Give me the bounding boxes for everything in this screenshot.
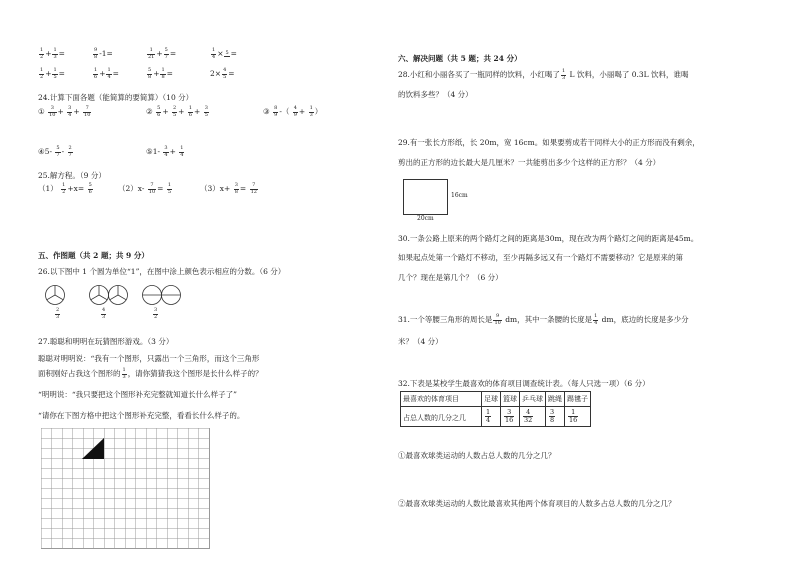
q30-line-1: 30.一条公路上原来的两个路灯之间的距离是30m，现在改为两个路灯之间的距离是45m。 [398, 234, 699, 243]
q26-fraction-1: $\frac{2}{3}$ [56, 307, 60, 320]
q30-line-3: 几个？现在是第几个？（6 分） [398, 273, 503, 282]
table-row [401, 407, 591, 427]
fraction: 5 [225, 49, 229, 56]
q27-line-1: 聪聪对明明说：“我有一个图形，只露出一个三角形，而这个三角形 [38, 354, 260, 363]
fraction: $\frac{1}{3}$ [53, 47, 57, 60]
q27-line-4: “请你在下图方格中把这个图形补充完整，看看长什么样子的。 [38, 411, 245, 420]
q32-sub-2: ②最喜欢球类运动的人数比最喜欢其他两个体育项目的人数多占总人数的几分之几？ [398, 499, 676, 508]
arith-expression: $\frac{5}{8}$ + $\frac{1}{8}$ = [148, 67, 173, 80]
fraction: $\frac{2}{7}$ [68, 145, 72, 158]
arith-expression: $\frac{1}{4}$ × 5 = [212, 47, 237, 60]
q24-problem-4: ④5- $\frac{5}{7}$ - $\frac{2}{7}$ [38, 145, 72, 158]
fraction: $\frac{5}{7}$ [164, 47, 168, 60]
black-triangle [41, 428, 209, 548]
rect-width-label: 20cm [417, 215, 434, 222]
rectangle-figure [403, 179, 448, 215]
fraction: $\frac{9}{10}$ [494, 313, 501, 326]
q26-fraction-2: $\frac{4}{3}$ [102, 307, 106, 320]
q26-fraction-3: $\frac{3}{2}$ [154, 307, 158, 320]
arith-expression: $\frac{1}{2}$ + $\frac{1}{3}$ = [40, 47, 65, 60]
q27-line-2: 面积刚好占我这个图形的 $\frac{1}{3}$ ，请你猜猜我这个图形是长什么样子的？ [38, 367, 263, 380]
table-header-cell: 篮球 [501, 392, 520, 407]
fraction: $\frac{1}{4}$ [212, 47, 216, 60]
q24-title: 24.计算下面各题（能简算的要简算）（10 分） [38, 93, 194, 102]
fraction: $\frac{3}{8}$ [234, 182, 238, 195]
fraction: $\frac{4}{9}$ [293, 105, 297, 118]
arith-expression: $\frac{1}{6}$ + $\frac{1}{4}$ = [94, 67, 119, 80]
q26-text: 26.以下图中 1 个圆为单位“1”，在图中涂上颜色表示相应的分数。（6 分） [38, 267, 286, 276]
table-cell: $\frac{3}{16}$ [501, 407, 520, 427]
q29-line-1: 29.有一张长方形纸，长 20m，宽 16cm。如果要剪成若干同样大小的正方形而没有剩余， [398, 138, 700, 147]
fraction: $\frac{4}{5}$ [223, 67, 227, 80]
table-cell: $\frac{1}{16}$ [565, 407, 591, 427]
arith-expression: $\frac{9}{8}$ -1= [94, 47, 113, 60]
arith-expression: $\frac{1}{2}$ + $\frac{1}{5}$ = [40, 67, 65, 80]
table-cell: $\frac{3}{8}$ [546, 407, 565, 427]
table-header-row [401, 392, 591, 407]
q25-equation-2: （2）x- $\frac{7}{10}$ = $\frac{1}{5}$ [118, 182, 172, 195]
fraction: $\frac{5}{7}$ [56, 145, 60, 158]
fraction: $\frac{1}{3}$ [309, 105, 313, 118]
fraction: $\frac{7}{10}$ [84, 105, 91, 118]
arith-expression: $\frac{1}{21}$ + $\frac{5}{7}$ = [148, 47, 177, 60]
fraction: $\frac{1}{2}$ [62, 182, 66, 195]
fraction: $\frac{5}{8}$ [148, 67, 152, 80]
fraction: $\frac{9}{8}$ [94, 47, 98, 60]
fraction: $\frac{7}{10}$ [148, 182, 156, 195]
fraction: $\frac{2}{5}$ [172, 105, 177, 118]
arith-expression: 2× $\frac{4}{5}$ = [210, 67, 235, 80]
q25-equation-1: （1） $\frac{1}{2}$ +x= $\frac{5}{6}$ [38, 182, 92, 195]
fraction: $\frac{1}{4}$ [594, 313, 598, 326]
section-6-title: 六、解决问题（共 5 题；共 24 分） [398, 54, 522, 63]
q27-line-3: “明明说：“我只要把这个图形补充完整就知道长什么样子了” [38, 390, 238, 399]
q32-sub-1: ①最喜欢球类运动的人数占总人数的几分之几？ [398, 451, 556, 460]
q26-circles-figure [44, 284, 194, 308]
fraction: $\frac{1}{5}$ [53, 67, 57, 80]
fraction: $\frac{1}{2}$ [40, 47, 44, 60]
table-header-cell: 跳绳 [546, 392, 565, 407]
q31-line-2: 米？（4 分） [398, 337, 443, 346]
q28-line-1: 28.小红和小丽各买了一瓶同样的饮料，小红喝了 $\frac{1}{3}$ L 饮料，小丽喝了 0.3L 饮料，谁喝 [398, 68, 689, 81]
fraction: $\frac{1}{6}$ [188, 105, 193, 118]
fraction: $\frac{1}{2}$ [40, 67, 44, 80]
fraction: $\frac{3}{5}$ [204, 105, 208, 118]
fraction: $\frac{3}{4}$ [164, 145, 168, 158]
fraction: $\frac{1}{8}$ [161, 67, 165, 80]
fraction: $\frac{5}{6}$ [157, 105, 161, 118]
fraction: $\frac{3}{4}$ [68, 105, 72, 118]
q32-text: 32.下表是某校学生最喜欢的体育项目调查统计表。（每人只选一项）（6 分） [398, 379, 650, 388]
q27-title: 27.聪聪和明明在玩猜图形游戏。（3 分） [38, 337, 174, 346]
q29-line-2: 剪出的正方形的边长最大是几厘米？一共能剪出多少个这样的正方形？（4 分） [398, 158, 661, 167]
q25-title: 25.解方程。（9 分） [38, 171, 106, 180]
fraction: $\frac{3}{10}$ [49, 105, 56, 118]
table-header-cell: 最喜欢的体育项目 [401, 392, 482, 407]
q24-problem-5: ⑤1- $\frac{3}{4}$ + $\frac{1}{4}$ [146, 145, 184, 158]
fraction: $\frac{1}{4}$ [180, 145, 184, 158]
q30-line-2: 如果起点处第一个路灯不移动，至少再隔多远又有一个路灯不需要移动？它是原来的第 [398, 253, 683, 262]
table-header-cell: 乒乓球 [520, 392, 546, 407]
fraction: $\frac{5}{6}$ [88, 182, 92, 195]
q24-problem-3: ③ $\frac{8}{9}$ -（ $\frac{4}{9}$ + $\frac{1}{3}$ ） [263, 105, 323, 118]
fraction: $\frac{1}{5}$ [167, 182, 172, 195]
fraction: $\frac{8}{9}$ [274, 105, 278, 118]
rect-height-label: 16cm [451, 192, 468, 199]
table-cell: $\frac{4}{32}$ [520, 407, 546, 427]
q24-problem-2: ② $\frac{5}{6}$ + $\frac{2}{5}$ + $\frac{1}{6}$ + $\frac{3}{5}$ [146, 105, 208, 118]
q28-line-2: 的饮料多些？（4 分） [398, 90, 473, 99]
fraction: $\frac{1}{21}$ [148, 47, 155, 60]
table-cell: $\frac{1}{4}$ [482, 407, 501, 427]
table-header-cell: 足球 [482, 392, 501, 407]
table-header-cell: 踢毽子 [565, 392, 591, 407]
fraction: $\frac{1}{4}$ [107, 67, 111, 80]
survey-table [400, 391, 591, 427]
fraction: $\frac{1}{3}$ [122, 367, 126, 380]
fraction: $\frac{1}{3}$ [561, 68, 566, 81]
q24-problem-1: ① $\frac{3}{10}$ + $\frac{3}{4}$ + $\frac{7}{10}$ [38, 105, 91, 118]
section-5-title: 五、作图题（共 2 题；共 9 分） [38, 251, 149, 260]
fraction: $\frac{7}{12}$ [250, 182, 257, 195]
table-row-label: 占总人数的几分之几 [401, 407, 482, 427]
q31-line-1: 31.一个等腰三角形的周长是 $\frac{9}{10}$ dm，其中一条腰的长度是 $\frac{1}{4}$ dm，底边的长度是多少分 [398, 313, 689, 326]
fraction: $\frac{1}{6}$ [94, 67, 98, 80]
q25-equation-3: （3）x+ $\frac{3}{8}$ = $\frac{7}{12}$ [200, 182, 257, 195]
